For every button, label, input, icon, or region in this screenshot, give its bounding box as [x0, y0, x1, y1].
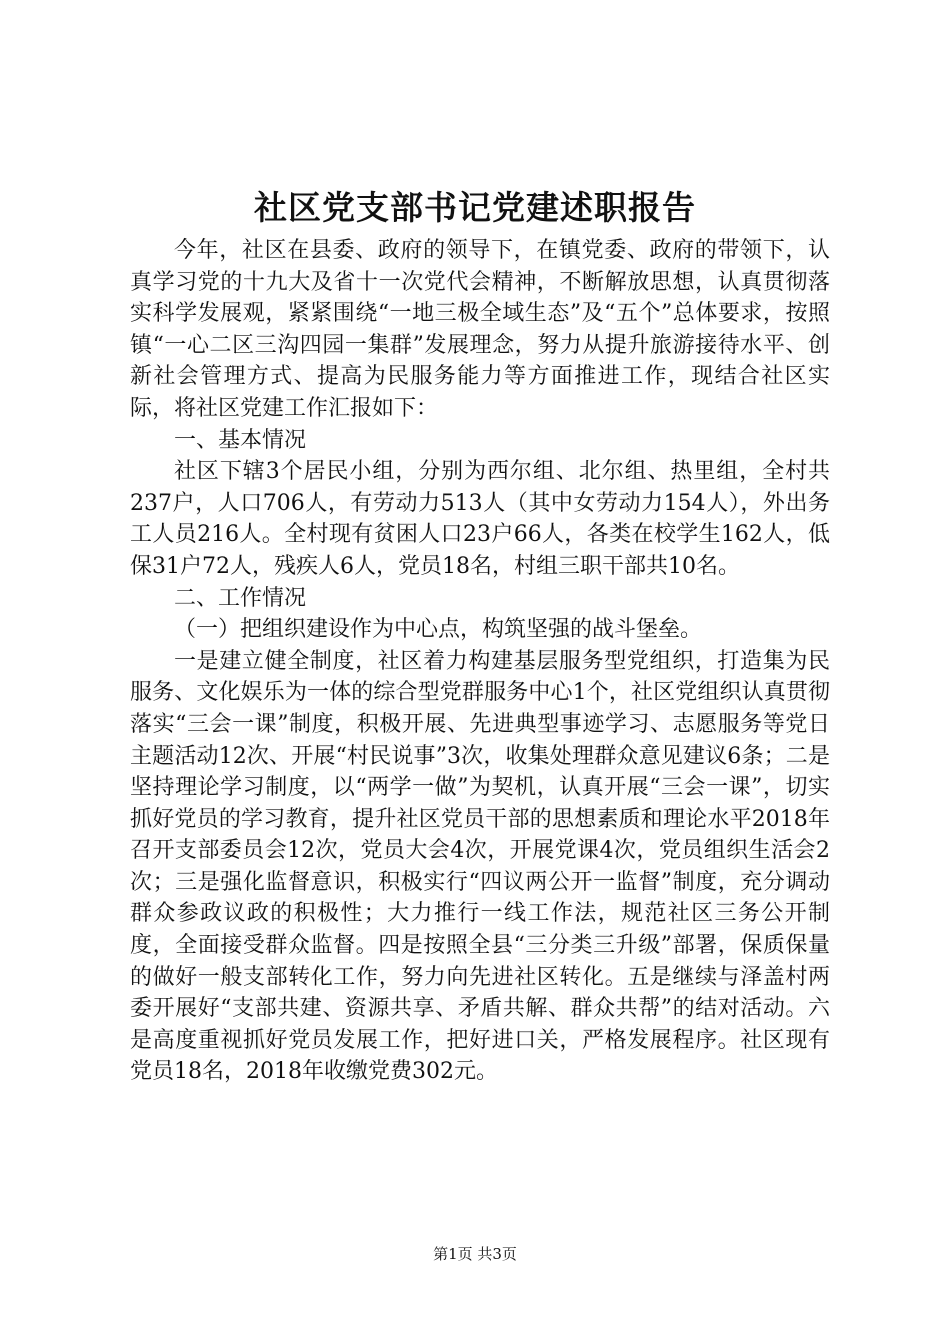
- section-heading-work: 二、工作情况: [174, 585, 307, 611]
- section-heading-basic: 一、基本情况: [174, 427, 307, 453]
- document-title: 社区党支部书记党建述职报告: [254, 188, 696, 227]
- intro-paragraph: 今年，社区在县委、政府的领导下，在镇党委、政府的带领下，认真学习党的十九大及省十一次党代会精神，不断解放思想，认真贯彻落实科学发展观，紧紧围绕“一地三极全域生态”及“五个”总体要求，按照镇“一心二区三沟四园一集群”发展理念，努力从提升旅游接待水平、创新社会管理方式、提高为民服务能力等方面推进工作，现结合社区实际，将社区党建工作汇报如下：: [130, 238, 830, 421]
- page-footer: 第1页 共3页: [433, 1245, 517, 1263]
- organization-paragraph: 一是建立健全制度，社区着力构建基层服务型党组织，打造集为民服务、文化娱乐为一体的综合型党群服务中心1个，社区党组织认真贯彻落实“三会一课”制度，积极开展、先进典型事迹学习、志愿服务等党日主题活动12次、开展“村民说事”3次，收集处理群众意见建议6条；二是坚持理论学习制度，以“两学一做”为契机，认真开展“三会一课”，切实抓好党员的学习教育，提升社区党员干部的思想素质和理论水平2018年召开支部委员会12次，党员大会4次，开展党课4次，党员组织生活会2次；三是强化监督意识，积极实行“四议两公开一监督”制度，充分调动群众参政议政的积极性；大力推行一线工作法，规范社区三务公开制度，全面接受群众监督。四是按照全县“三分类三升级”部署，保质保量的做好一般支部转化工作，努力向先进社区转化。五是继续与泽盖村两委开展好“支部共建、资源共享、矛盾共解、群众共帮”的结对活动。六是高度重视抓好党员发展工作，把好进口关，严格发展程序。社区现有党员18名，2018年收缴党费302元。: [130, 648, 830, 1085]
- basic-info-paragraph: 社区下辖3个居民小组，分别为西尔组、北尔组、热里组，全村共237户，人口706人，有劳动力513人（其中女劳动力154人），外出务工人员216人。全村现有贫困人口23户66人，各类在校学生162人，低保31户72人，残疾人6人，党员18名，村组三职干部共10名。: [130, 459, 830, 579]
- document-body: [130, 235, 830, 1088]
- subsection-heading-organization: （一）把组织建设作为中心点，构筑坚强的战斗堡垒。: [174, 617, 703, 643]
